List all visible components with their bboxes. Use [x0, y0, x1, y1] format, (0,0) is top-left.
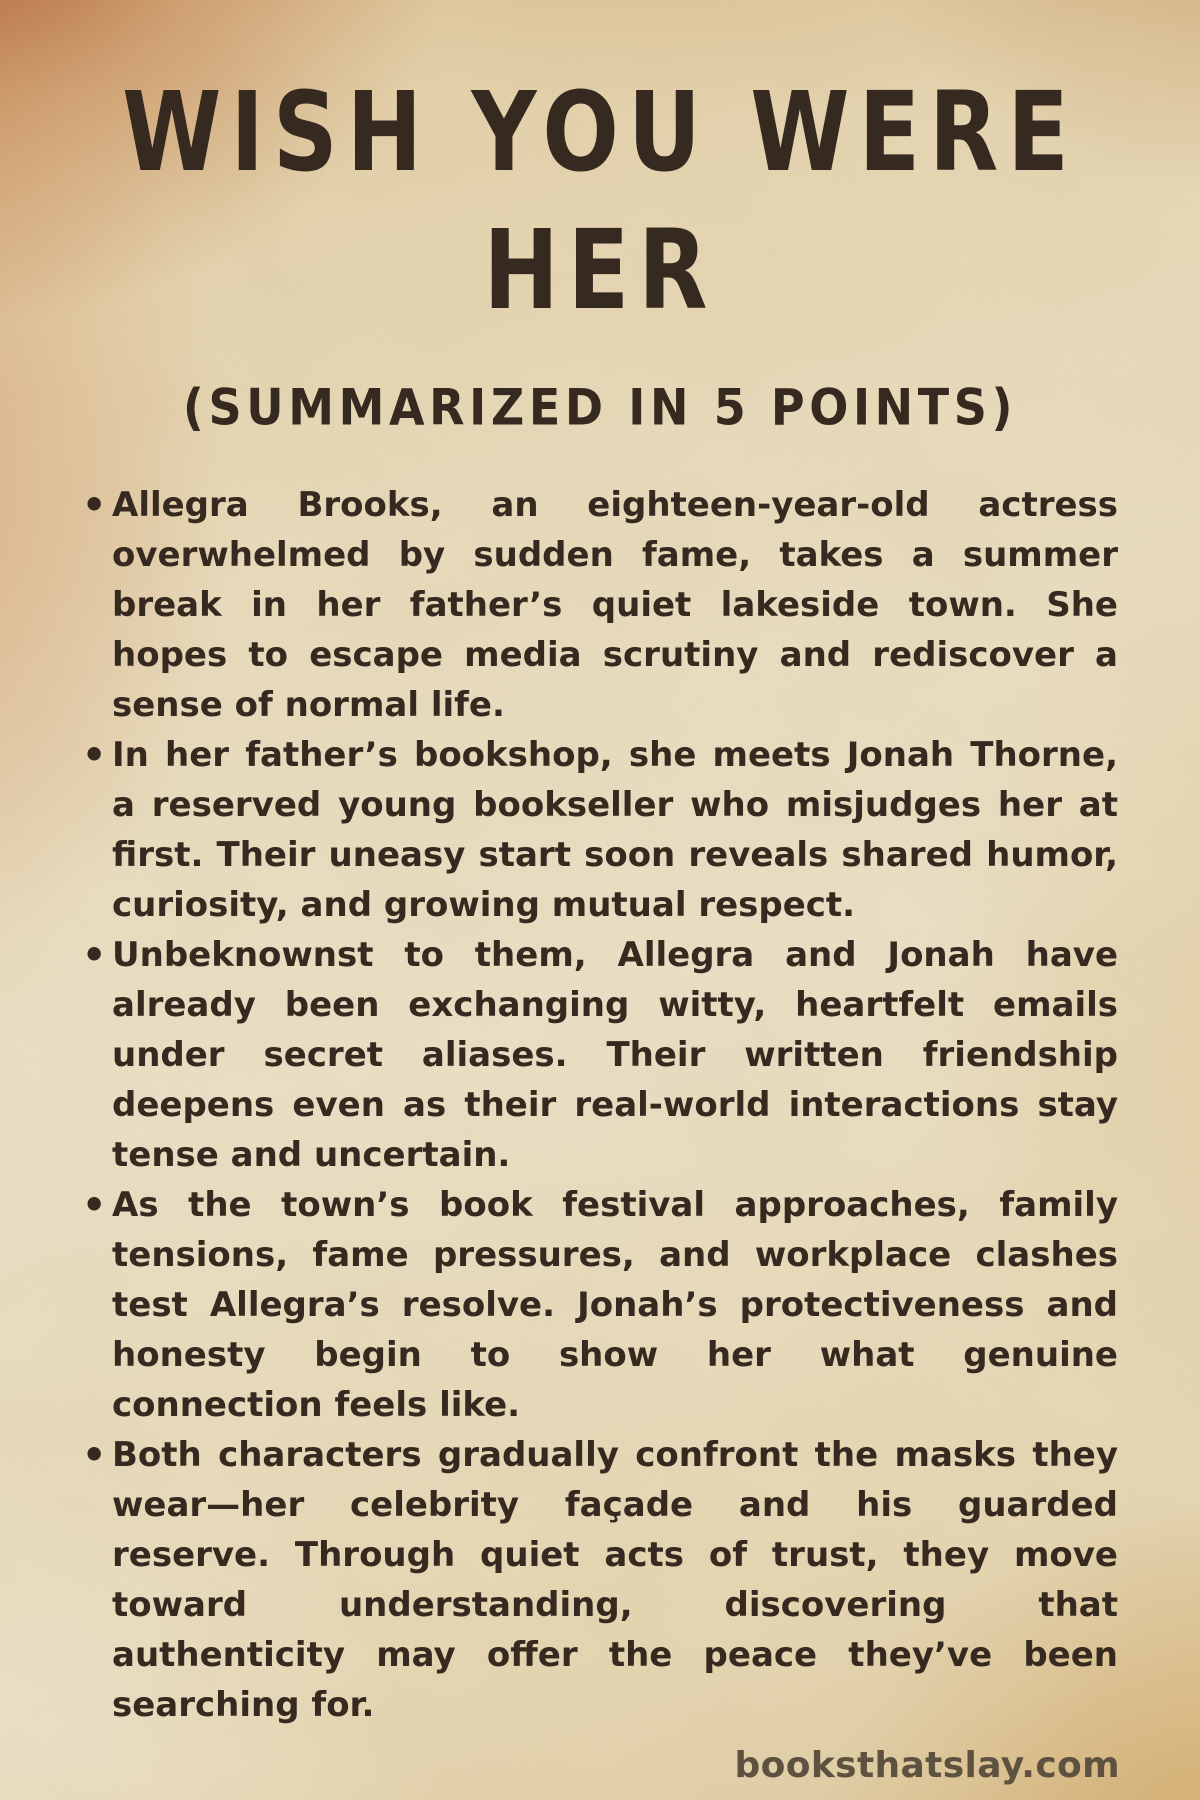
- poster-subtitle: (SUMMARIZED IN 5 POINTS): [182, 378, 1018, 437]
- summary-point-3: • Unbeknownst to them, Allegra and Jonah have already been exchanging witty, heartfelt emails under secret aliases. Their written friendship deepens even as their real-world interactions stay tense and uncertain.: [78, 930, 1118, 1180]
- summary-points-list: [78, 480, 1118, 1730]
- summary-point-4: • As the town’s book festival approaches, family tensions, fame pressures, and workplace clashes test Allegra’s resolve. Jonah’s protectiveness and honesty begin to show her what genuine connection feels like.: [78, 1180, 1118, 1430]
- summary-point-1: • Allegra Brooks, an eighteen-year-old actress overwhelmed by sudden fame, takes a summer break in her father’s quiet lakeside town. She hopes to escape media scrutiny and rediscover a sense of normal life.: [78, 480, 1118, 730]
- poster-title: WISH YOU WERE HER: [122, 68, 1078, 336]
- site-watermark: booksthatslay.com: [734, 1745, 1120, 1786]
- summary-point-5: • Both characters gradually confront the masks they wear—her celebrity façade and his guarded reserve. Through quiet acts of trust, they move toward understanding, discovering that authenticity may offer the peace they’ve been searching for.: [78, 1430, 1118, 1730]
- summary-point-2: • In her father’s bookshop, she meets Jonah Thorne, a reserved young bookseller who misjudges her at first. Their uneasy start soon reveals shared humor, curiosity, and growing mutual respect.: [78, 730, 1118, 930]
